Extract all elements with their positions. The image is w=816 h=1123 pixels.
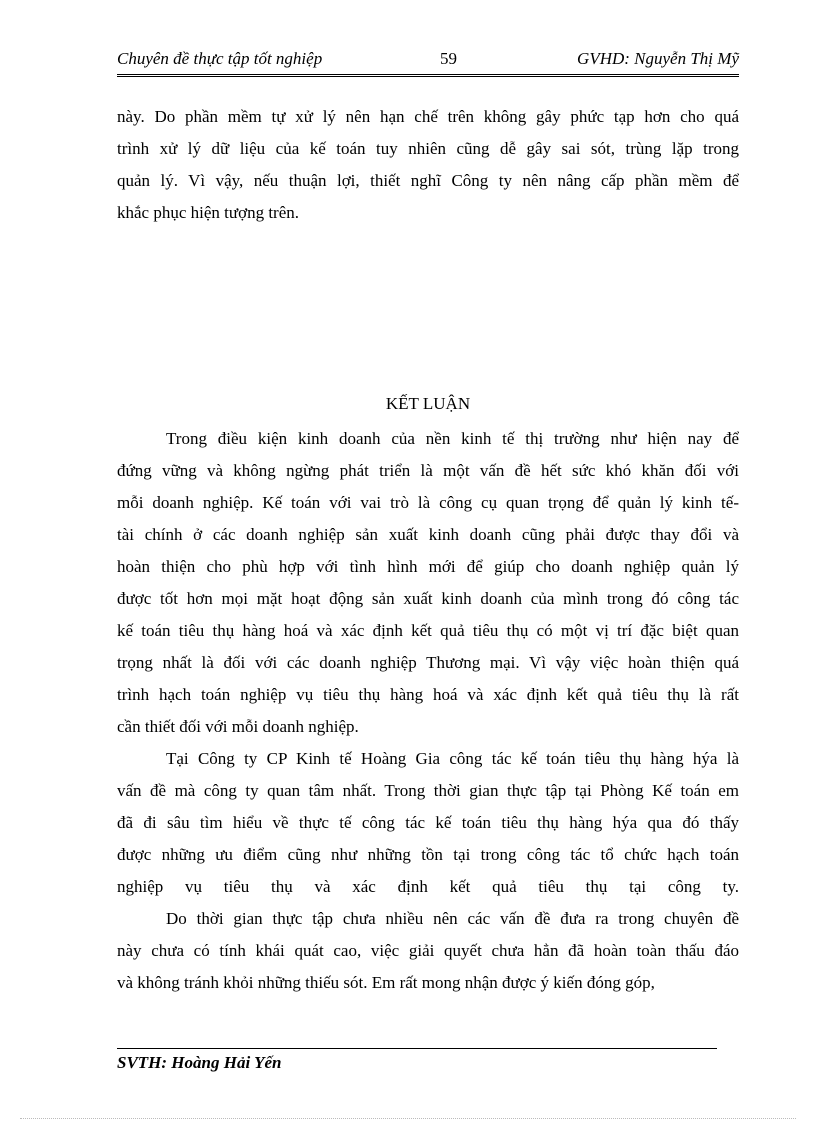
header-document-title: Chuyên đề thực tập tốt nghiệp — [117, 49, 323, 68]
text-line: Do thời gian thực tập chưa nhiều nên các vấn đề đưa ra trong chuyên đề — [166, 909, 739, 928]
text-line: và không tránh khỏi những thiếu sót. Em rất mong nhận được ý kiến đóng góp, — [117, 973, 655, 992]
text-line: này chưa có tính khái quát cao, việc giải quyết chưa hẳn đã hoàn toàn thấu đáo — [117, 941, 739, 960]
text-line: Tại Công ty CP Kinh tế Hoàng Gia công tác kế toán tiêu thụ hàng hýa là — [166, 749, 739, 768]
text-line: quản lý. Vì vậy, nếu thuận lợi, thiết nghĩ Công ty nên nâng cấp phần mềm để — [117, 171, 739, 190]
footer-author: SVTH: Hoàng Hải Yến — [117, 1053, 282, 1072]
section-title: KẾT LUẬN — [385, 394, 471, 413]
text-line: Trong điều kiện kinh doanh của nền kinh tế thị trường như hiện nay để — [166, 429, 739, 448]
text-line: tài chính ở các doanh nghiệp sản xuất kinh doanh cũng phải được thay đổi và — [117, 525, 739, 544]
header-supervisor: GVHD: Nguyễn Thị Mỹ — [577, 49, 739, 68]
text-line: này. Do phần mềm tự xử lý nên hạn chế trên không gây phức tạp hơn cho quá — [117, 107, 739, 126]
text-line: được tốt hơn mọi mặt hoạt động sản xuất kinh doanh của mình trong đó công tác — [117, 589, 739, 608]
text-line: đứng vững và không ngừng phát triển là một vấn đề hết sức khó khăn đối với — [117, 461, 739, 480]
text-line: vấn đề mà công ty quan tâm nhất. Trong thời gian thực tập tại Phòng Kế toán em — [117, 781, 739, 800]
intro-paragraph — [117, 101, 739, 229]
text-line: nghiệp vụ tiêu thụ và xác định kết quả tiêu thụ tại công ty. — [117, 877, 739, 896]
text-line: đã đi sâu tìm hiểu về thực tế công tác kế toán tiêu thụ hàng hýa qua đó thấy — [117, 813, 739, 832]
conclusion-paragraph-1 — [117, 423, 739, 743]
text-line: hoàn thiện cho phù hợp với tình hình mới để giúp cho doanh nghiệp quản lý — [117, 557, 739, 576]
header-page-number: 59 — [440, 49, 457, 68]
text-line: khắc phục hiện tượng trên. — [117, 203, 300, 222]
text-line: kế toán tiêu thụ hàng hoá và xác định kết quả tiêu thụ có một vị trí đặc biệt quan — [117, 621, 739, 640]
text-line: cần thiết đối với mỗi doanh nghiệp. — [117, 717, 359, 736]
page-bottom-edge — [20, 1118, 796, 1119]
conclusion-paragraph-2 — [117, 743, 739, 903]
text-line: trọng nhất là đối với các doanh nghiệp Thương mại. Vì vậy việc hoàn thiện quá — [117, 653, 739, 672]
footer-divider — [117, 1048, 717, 1049]
text-line: mỗi doanh nghiệp. Kế toán với vai trò là công cụ quan trọng để quản lý kinh tế- — [117, 493, 739, 512]
text-line: trình xử lý dữ liệu của kế toán tuy nhiên cũng dễ gây sai sót, trùng lặp trong — [117, 139, 739, 158]
header-divider — [117, 74, 739, 77]
conclusion-paragraph-3 — [117, 903, 739, 999]
text-line: được những ưu điểm cũng như những tồn tại trong công tác tổ chức hạch toán — [117, 845, 739, 864]
page-header — [117, 47, 739, 73]
text-line: trình hạch toán nghiệp vụ tiêu thụ hàng hoá và xác định kết quả tiêu thụ là rất — [117, 685, 739, 704]
